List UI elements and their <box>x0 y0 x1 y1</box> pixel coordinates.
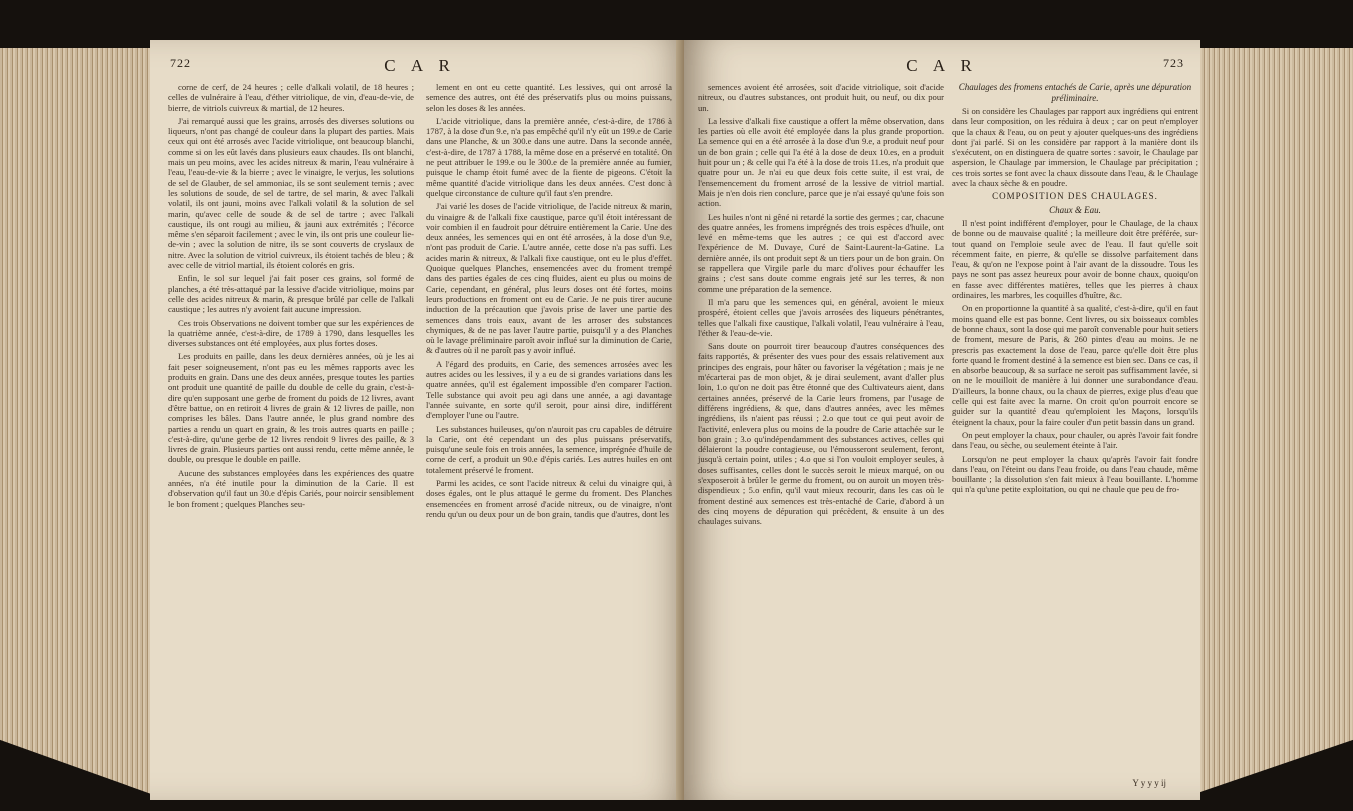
paragraph: La lessive d'alkali fixe caustique a offert la même observation, dans les parties où elle avoit été employée dans la plus grande proportion. La semence qui en a été arrosée à la dose d'un 9.e, a produit neuf pour un de bon grain ; celle qui l'a été à la dose de deux 10.es, en a produit huit pour un ; & celle qui l'a été à la dose de trois 11.es, n'a produit que quatre pour un. Je n'ai eu que deux fois cette suite, il est vrai, de l'ensemencement du froment arrosé de la lessive de vitriol martial. Mais je n'en dois rien conclure, parce que je n'ai essayé qu'une fois son action. <box>698 115 944 209</box>
left-page <box>150 40 690 800</box>
paragraph: Les produits en paille, dans les deux dernières années, où je les ai fait peser soigneusement, n'ont pas eu les mêmes rapports avec les produits en grain. Dans une des deux années, presque toutes les parties ont produit une quantité de paille du double de celle du grain, c'est-à-dire qu'en supposant une gerbe de froment du poids de 12 livres, avant d'être battue, on en retiroit 4 livres de grain & 12 livres de paille, non comprises les bâles. Dans l'autre année, le plus grand nombre des parties a rendu un quart en grain, & les trois autres quarts en paille ; c'est-à-dire, qu'une gerbe de 12 livres rendoit 9 livres des paille, & 3 livres de grain. Plusieurs parties ont aussi rendu, cette même année, le double, ou presque le double en paille. <box>168 351 414 465</box>
paragraph: Ces trois Observations ne doivent tomber que sur les expériences de la quatrième année, c'est-à-dire, de 1789 à 1790, dans lesquelles les diverses substances ont été employées, aux plus fortes doses. <box>168 317 414 349</box>
paragraph: Les substances huileuses, qu'on n'auroit pas cru capables de détruire la Carie, ont été cependant un des plus puissans préservatifs, puisqu'une seule fois en trois années, la semence, imprégnée d'huile de corne de cerf, a produit un 90.e d'épis cariés. Les autres huiles en ont totalement préservé le froment. <box>426 423 672 475</box>
paragraph: Si on considère les Chaulages par rapport aux ingrédiens qui entrent dans leur composition, on les réduira à deux ; car on peut n'employer que la chaux & l'eau, ou on peut y ajouter quelques-uns des ingrédiens dont j'ai parlé. Si on les considère par rapport à la manière dont ils s'exécutent, on en distinguera de quatre sortes : savoir, le Chaulage par aspersion, le Chaulage par immersion, le Chaulage par précipitation ; ces trois sortes se font avec la chaux dissoute dans l'eau, & le Chaulage avec la chaux sèche & en poudre. <box>952 106 1198 189</box>
paragraph: Il m'a paru que les semences qui, en général, avoient le mieux prospéré, étoient celles que j'avois arrosées des liqueurs pénétrantes, telles que l'alkali fixe caustique, l'alkali volatil, l'eau vulnéraire à l'eau, l'éther & l'eau-de-vie. <box>698 296 944 338</box>
right-page-number: 723 <box>1163 56 1184 70</box>
paragraph: lement en ont eu cette quantité. Les lessives, qui ont arrosé la semence des autres, ont été des préservatifs plus ou moins puissans, selon les doses & les années. <box>426 82 672 113</box>
paragraph: Enfin, le sol sur lequel j'ai fait poser ces grains, sol formé de planches, a été très-attaqué par la lessive d'acide vitriolique, moins par celle des acides nitreux & marin, & presque brûlé par celle de l'alkali caustique ; les autres n'y avoient fait aucune impression. <box>168 273 414 315</box>
paragraph: Les huiles n'ont ni gêné ni retardé la sortie des germes ; car, chacune des quatre années, les fromens imprégnés des trois espèces d'huile, ont levé en même-tems que les autres ; ce qui est d'accord avec l'expérience de M. Duvaye, Curé de Saint-Laurent-la-Gatine. La dernière année, ils ont produit sept & un tiers pour un de bon grain. On se rappellera que Virgile parle du marc d'olives pour échauffer les grains ; c'est sans doute comme engrais jeté sur les terres, & non comme une préparation de la semence. <box>698 211 944 294</box>
paragraph: J'ai varié les doses de l'acide vitriolique, de l'acide nitreux & marin, du vinaigre & de l'alkali fixe caustique, parce qu'il étoit intéressant de voir combien il en faudroit pour détruire entièrement la Carie. Une des deux années, les semences qui en ont été arrosées, à la dose d'un 9.e, n'ont pas produit de Carie. L'autre année, cette dose n'a pas suffi. Les acides marin & nitreux, & l'alkali fixe caustique, ont eu le plus d'effet. Quoique quelques Planches, ensemencées avec du froment trempé dans des parties égales de ces cinq fluides, aient eu plus ou moins de Carie, cependant, en général, plus leurs doses ont été fortes, moins leurs productions en froment ont eu de Carie. Je ne puis tirer aucune induction de la précaution que j'avois prise de laver une partie des semences dans trois eaux, avant de les arroser des substances chymiques, & de ne pas laver l'autre partie, puisqu'il y a des Planches où le lavage préliminaire paroît avoir influé sur la diminution de Carie, & d'autres où il ne paroît pas y avoir influé. <box>426 201 672 356</box>
paragraph: A l'égard des produits, en Carie, des semences arrosées avec les autres acides ou les lessives, il y a eu de si grandes variations dans les quatre années, qu'il est également impossible d'en comparer l'action. Telle substance qui avoit peu agi dans une année, a agi davantage l'année suivante, en sorte qu'il seroit, pour ainsi dire, indifférent d'employer l'une ou l'autre. <box>426 358 672 421</box>
paragraph: Chaux & Eau. <box>1049 204 1101 215</box>
right-column-1 <box>698 82 944 529</box>
paragraph: semences avoient été arrosées, soit d'acide vitriolique, soit d'acide nitreux, ou d'autres substances, ont produit huit, ou neuf, ou dix pour un. <box>698 82 944 113</box>
paragraph: On peut employer la chaux, pour chauler, ou après l'avoir fait fondre dans l'eau, ou sèche, ou seulement éteinte à l'air. <box>952 429 1198 451</box>
right-column-2 <box>952 82 1198 498</box>
left-running-head: C A R <box>384 56 456 75</box>
paragraph: Parmi les acides, ce sont l'acide nitreux & celui du vinaigre qui, à doses égales, ont le plus attaqué le germe du froment. Des Planches ensemencées en froment arrosé d'acide nitreux, ou de vinaigre, n'ont rendu qu'un ou deux pour un de bon grain, tandis que d'autres, dont les <box>426 477 672 519</box>
left-page-number: 722 <box>170 56 191 70</box>
paragraph: Chaulages des fromens entachés de Carie, après une dépuration préliminaire. <box>958 82 1192 103</box>
left-column-2 <box>426 82 672 522</box>
paragraph: J'ai remarqué aussi que les grains, arrosés des diverses solutions ou liqueurs, n'ont pas changé de couleur dans la plupart des parties. Mais ceux qui ont été arrosés avec l'acide vitriolique, ont beaucoup blanchi, comme si on les eût lavés dans plusieurs eaux chaudes. Ils ont blanchi, mais un peu moins, avec les acides nitreux & marin, l'eau vulnéraire à l'eau, l'eau-de-vie & la bierre ; avec le vinaigre, le verjus, les solutions de sel de Glauber, de sel ammoniac, ils se sont seulement ternis ; avec les solutions de soude, de sel de tartre, de sel marin, & avec l'alkali volatil, ils ont jauni, moins avec l'alkali volatil & la solution de sel marin, qu'avec celle de soude & de sel de tartre ; avec l'alkali caustique, ils ont rougi au milieu, & jauni aux extrémités ; l'écorce même s'en séparoit facilement ; avec le vin, ils ont pris une couleur lie-de-vin ; avec la solution de nitre, ils se sont couverts de cryslaux de nitre. Avec la solution de vitriol cuivreux, ils étoient tachés de bleu ; & avec celle de vitriol martial, ils étoient colorés en gris. <box>168 115 414 271</box>
paragraph: On en proportionne la quantité à sa qualité, c'est-à-dire, qu'il en faut moins quand elle est pas bonne. Cent livres, ou six boisseaux combles de bonne chaux, sont la dose qui me paroît convenable pour huit setiers de froment, mesure de Paris, & 260 pintes d'eau au moins. Je ne prescris pas exactement la dose de l'eau, parce qu'elle doit être plus forte quand le froment destiné à la semence est bien sec. Dans ce cas, il en absorbe beaucoup, & sa surface ne seroit pas suffisamment lavée, si on ne le mouilloit de manière à lui donner une surabondance d'eau. D'ailleurs, la bonne chaux, ou la chaux de pierres, exige plus d'eau que celle qui est faite avec la marne. On croit qu'on pourroit encore se guider sur la quantité d'eau qu'emploient les Maçons, lorsqu'ils éteignent la chaux, pour la faire couler d'un petit bassin dans un grand. <box>952 303 1198 427</box>
paragraph: corne de cerf, de 24 heures ; celle d'alkali volatil, de 18 heures ; celles de vulnéraire à l'eau, d'éther vitriolique, de vin, d'eau-de-vie, de bierre, de vitriols cuivreux & martial, de 12 heures. <box>168 82 414 113</box>
paragraph: COMPOSITION DES CHAULAGES. <box>992 191 1158 202</box>
signature-mark: Y y y y ij <box>1132 778 1166 788</box>
paragraph: L'acide vitriolique, dans la première année, c'est-à-dire, de 1786 à 1787, à la dose d'un 9.e, n'a pas empêché qu'il n'y eût un 199.e de Carie dans une Planche, & un 300.e dans une autre. Dans la seconde année, c'est-à-dire, de 1787 à 1788, la même dose en a préservé en totalité. On ne peut attribuer le 199.e ou le 300.e de la première année au fumier, puisque le champ étoit fumé avec de la fiente de pigeons. C'étoit la même quantité d'acide vitriolique dans les deux années. C'est donc à quelque circonstance de culture qu'il faut s'en prendre. <box>426 115 672 198</box>
right-page-edges <box>1177 48 1353 800</box>
left-page-edges <box>0 48 168 800</box>
paragraph: Sans doute on pourroit tirer beaucoup d'autres conséquences des faits rapportés, & présenter des vues pour des essais relativement aux principes des engrais, pour hâter ou favoriser la végétation ; mais je ne m'écarterai pas de mon objet, & je dirai seulement, avant d'aller plus loin, 1.o qu'on ne doit pas être étonné que des Cultivateurs aient, dans certaines années, préservé de la Carie leurs fromens, par l'usage de différens ingrédiens, & que, dans d'autres années, avec les mêmes ingrédiens, ils n'aient pas réussi ; 2.o que tout ce qui peut avoir de l'activité, enlevera plus ou moins de la poudre de Carie attachée sur le bon grain ; 3.o qu'indépendamment des substances actives, celles qui délaieront la poudre contagieuse, ou l'émousseront seulement, feront, jusqu'à certain point, utiles ; 4.o que si l'on vouloit employer seules, à doses suffisantes, celles dont le succès seroit le mieux marqué, on ou s'exposeroit à brûler le germe du froment, ou on auroit un moyen très-dispendieux ; 5.o enfin, qu'il vaut mieux recourir, dans les cas où le froment destiné aux semences est très-entaché de Carie, d'abord à un des cinq moyens de dépuration qui précèdent, & ensuite à un des chaulages suivans. <box>698 341 944 527</box>
paragraph: Lorsqu'on ne peut employer la chaux qu'après l'avoir fait fondre dans l'eau, on l'éteint ou dans l'eau froide, ou dans l'eau chaude, même bouillante ; la dissolution s'en fait mieux à l'eau bouillante. L'homme qui n'a qu'une petite exploitation, ou qui ne chaule que peu de fro- <box>952 453 1198 495</box>
left-column-1 <box>168 82 414 512</box>
right-running-head: C A R <box>906 56 978 75</box>
paragraph: Il n'est point indifférent d'employer, pour le Chaulage, de la chaux de bonne ou de mauvaise qualité ; la meilleure doit être préférée, sur-tout quand on l'emploie seule avec de l'eau. Il faut qu'elle soit récemment faite, en pierre, & qu'elle se dissolve parfaitement dans l'eau, & qu'on ne l'expose point à l'air avant de la dissoudre. Tous les pays ne sont pas assez heureux pour avoir de bonne chaux, quoiqu'on en fasse avec différentes matières, telles que les pierres à chaux ordinaires, les marbres, les coquilles d'huître, &c. <box>952 217 1198 301</box>
right-page <box>684 40 1200 800</box>
paragraph: Aucune des substances employées dans les expériences des quatre années, n'a été inutile pour la diminution de la Carie. Il est d'observation qu'il faut un 30.e d'épis Cariés, pour noircir sensiblement le bon froment ; quelques Planches seu- <box>168 467 414 509</box>
